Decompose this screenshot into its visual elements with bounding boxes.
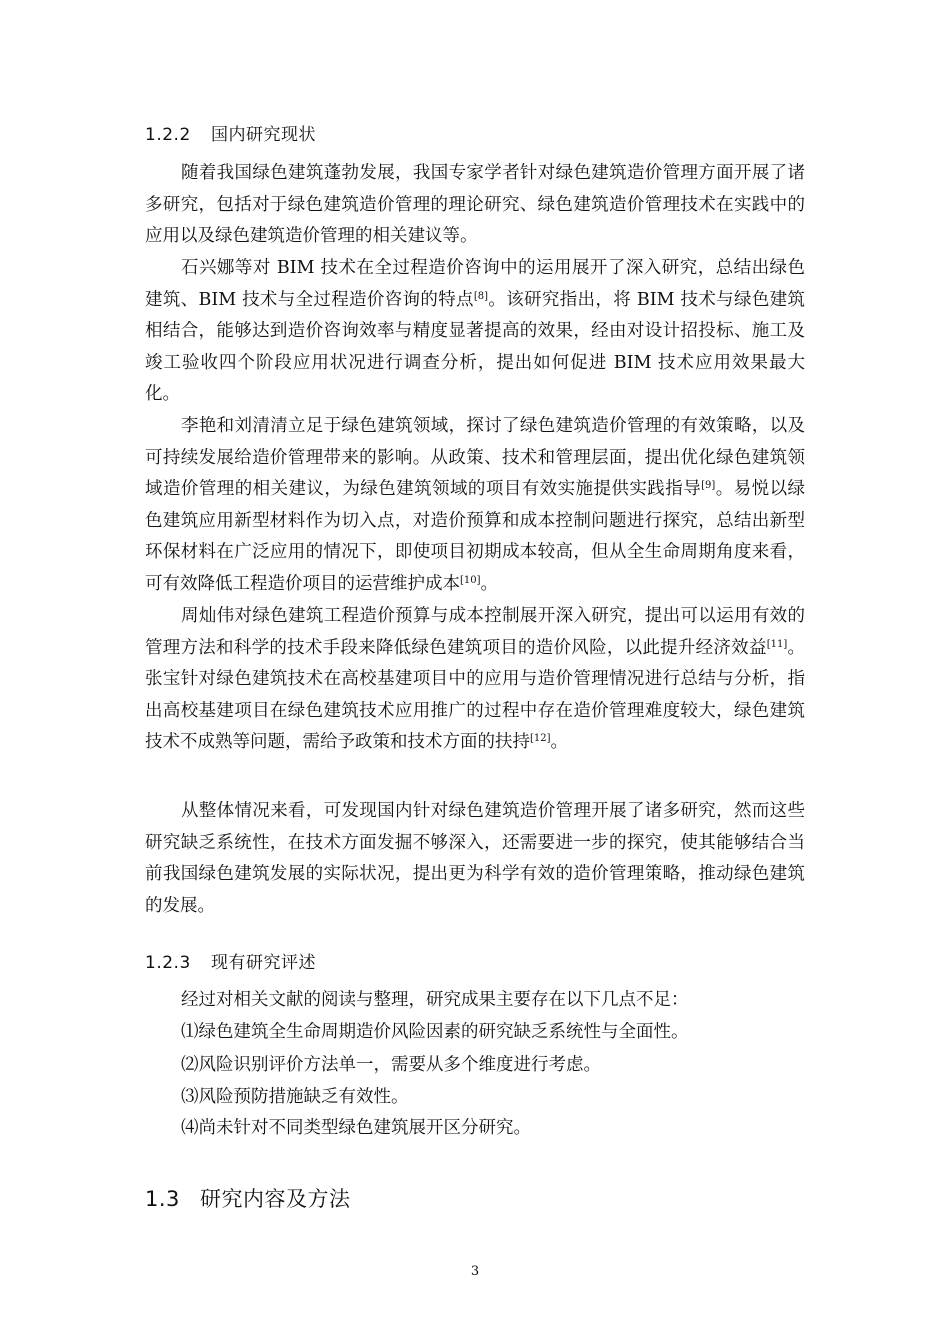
paragraph xyxy=(145,601,805,759)
section-number: 1.2.2 xyxy=(145,125,191,145)
citation-marker: [8] xyxy=(473,290,489,302)
paragraph-text: 。易悦以绿色建筑应用新型材料作为切入点，对造价预算和成本控制问题进行探究，总结出新型环保材料在广泛应用的情况下，即使项目初期成本较高，但从全生命周期角度来看，可有效降低工程造价项目的运营维护成本 xyxy=(145,479,806,594)
review-item: ⑶风险预防措施缺乏有效性。 xyxy=(181,1087,409,1107)
paragraph xyxy=(145,411,805,600)
section-heading-1-2-3 xyxy=(145,948,316,973)
review-item: ⑷尚未针对不同类型绿色建筑展开区分研究。 xyxy=(181,1118,531,1138)
paragraph-text: 。 xyxy=(480,573,499,594)
paragraph-text: 周灿伟对绿色建筑工程造价预算与成本控制展开深入研究，提出可以运用有效的管理方法和科学的技术手段来降低绿色建筑项目的造价风险，以此提升经济效益 xyxy=(145,606,805,658)
paragraph-text: 。该研究指出，将 BIM 技术与绿色建筑相结合，能够达到造价咨询效率与精度显著提高的效果，经由对设计招投标、施工及竣工验收四个阶段应用状况进行调查分析，提出如何促进 BIM 技术应用效果最大化。 xyxy=(145,289,805,404)
paragraph-text: 。 xyxy=(550,732,569,752)
citation-marker: [10] xyxy=(460,574,481,586)
section-number: 1.2.3 xyxy=(145,953,191,973)
citation-marker: [12] xyxy=(530,733,551,744)
paragraph xyxy=(145,253,805,411)
section-title: 现有研究评述 xyxy=(211,953,316,973)
paragraph-text: 石兴娜等对 BIM 技术在全过程造价咨询中的运用展开了深入研究，总结出绿色建筑、BIM 技术与全过程造价咨询的特点 xyxy=(145,258,805,310)
page-number: 3 xyxy=(470,1264,480,1279)
paragraph-text: 从整体情况来看，可发现国内针对绿色建筑造价管理开展了诸多研究，然而这些研究缺乏系统性，在技术方面发掘不够深入，还需要进一步的探究，使其能够结合当前我国绿色建筑发展的实际状况，提出更为科学有效的造价管理策略，推动绿色建筑的发展。 xyxy=(145,801,805,916)
section-heading-1-3 xyxy=(145,1183,351,1213)
section-title: 国内研究现状 xyxy=(211,125,316,145)
paragraph-text: 李艳和刘清清立足于绿色建筑领域，探讨了绿色建筑造价管理的有效策略，以及可持续发展给造价管理带来的影响。从政策、技术和管理层面，提出优化绿色建筑领域造价管理的相关建议，为绿色建筑领域的项目有效实施提供实践指导 xyxy=(145,416,805,499)
paragraph-text: 随着我国绿色建筑蓬勃发展，我国专家学者针对绿色建筑造价管理方面开展了诸多研究，包括对于绿色建筑造价管理的理论研究、绿色建筑造价管理技术在实践中的应用以及绿色建筑造价管理的相关建议等。 xyxy=(145,163,805,246)
review-item: ⑴绿色建筑全生命周期造价风险因素的研究缺乏系统性与全面性。 xyxy=(181,1022,689,1042)
section-heading-1-2-2 xyxy=(145,120,316,145)
section-title: 研究内容及方法 xyxy=(200,1187,351,1211)
section-number: 1.3 xyxy=(145,1187,180,1211)
review-item: ⑵风险识别评价方法单一，需要从多个维度进行考虑。 xyxy=(181,1055,601,1075)
paragraph xyxy=(145,796,805,922)
paragraph xyxy=(145,158,805,253)
review-intro: 经过对相关文献的阅读与整理，研究成果主要存在以下几点不足： xyxy=(181,990,689,1010)
paragraph-text: 。张宝针对绿色建筑技术在高校基建项目中的应用与造价管理情况进行总结与分析，指出高校基建项目在绿色建筑技术应用推广的过程中存在造价管理难度较大，绿色建筑技术不成熟等问题，需给予政策和技术方面的扶持 xyxy=(145,637,805,752)
citation-marker: [9] xyxy=(701,480,716,491)
citation-marker: [11] xyxy=(766,638,788,650)
